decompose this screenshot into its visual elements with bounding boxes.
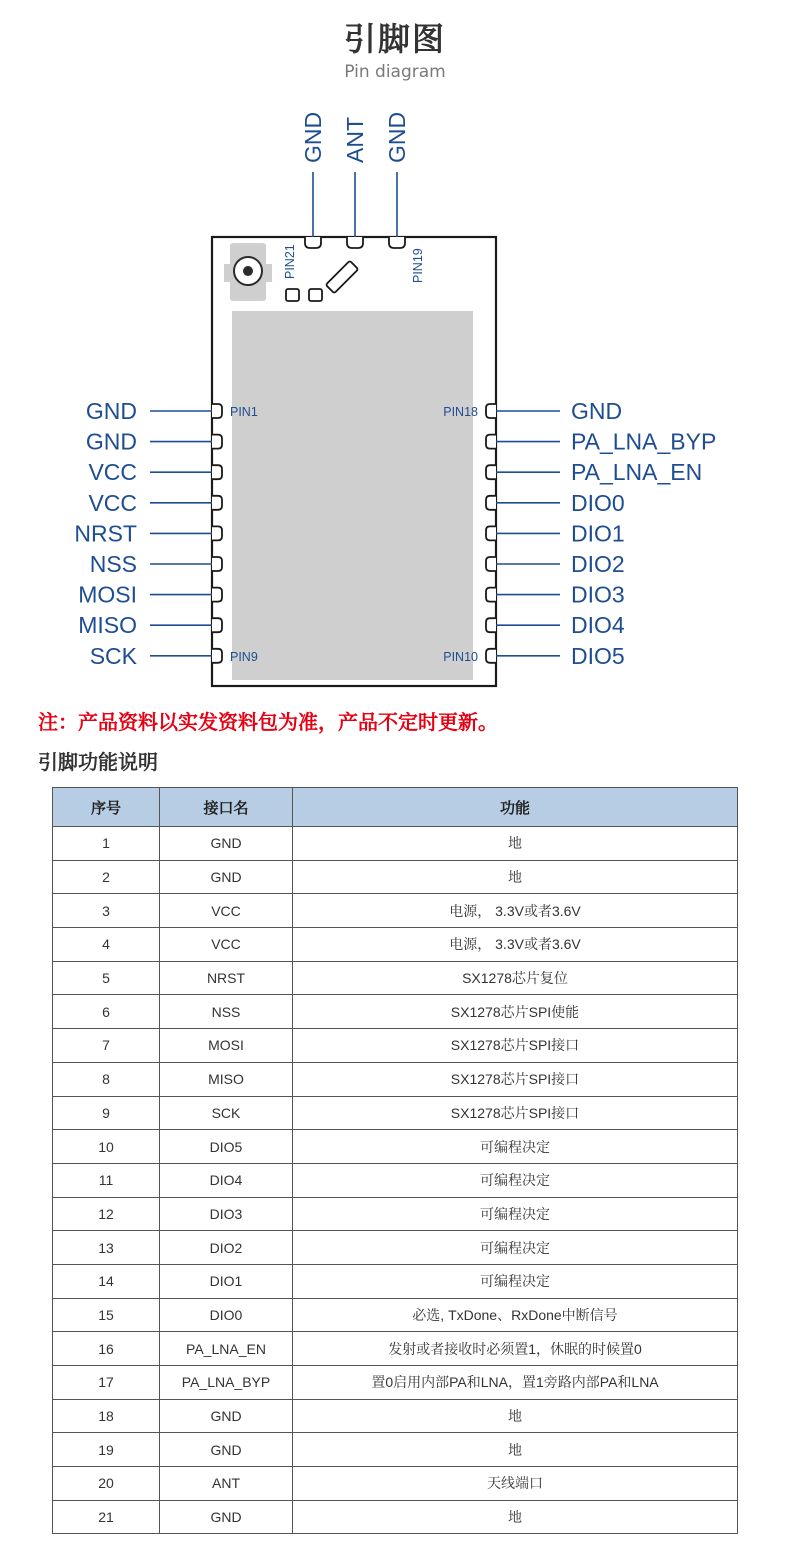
table-row — [53, 1433, 738, 1467]
right-pin — [486, 612, 625, 638]
cell-interface: VCC — [160, 894, 293, 928]
pin-pad — [212, 496, 222, 510]
cell-function: 可编程决定 — [293, 1130, 738, 1164]
left-pin — [90, 551, 222, 577]
header-interface: 接口名 — [160, 788, 293, 827]
cell-index: 11 — [53, 1163, 160, 1197]
right-pin-label: DIO5 — [571, 642, 625, 669]
left-pin — [88, 459, 222, 485]
table-row — [53, 894, 738, 928]
right-pin-label: DIO0 — [571, 489, 625, 516]
cell-interface: DIO0 — [160, 1298, 293, 1332]
cell-interface: DIO3 — [160, 1197, 293, 1231]
left-pin — [90, 643, 222, 669]
pin-diagram — [0, 0, 790, 700]
right-pin-label: PA_LNA_BYP — [571, 428, 717, 455]
pin-number-18: PIN18 — [443, 405, 478, 419]
pin-number-1: PIN1 — [230, 405, 258, 419]
left-pin — [88, 490, 222, 516]
pin-pad — [486, 404, 496, 418]
table-row — [53, 1029, 738, 1063]
pin-pad — [389, 237, 405, 248]
cell-index: 17 — [53, 1366, 160, 1400]
cell-function: 可编程决定 — [293, 1231, 738, 1265]
right-pin — [486, 398, 622, 424]
cell-index: 15 — [53, 1298, 160, 1332]
cell-function: 地 — [293, 860, 738, 894]
pin-pad — [212, 588, 222, 602]
cell-index: 9 — [53, 1096, 160, 1130]
cell-index: 3 — [53, 894, 160, 928]
cell-index: 1 — [53, 827, 160, 861]
cell-index: 7 — [53, 1029, 160, 1063]
left-pin-label: NRST — [74, 520, 137, 547]
left-pin-label: SCK — [89, 642, 137, 669]
cell-function: SX1278芯片SPI接口 — [293, 1062, 738, 1096]
left-pin — [86, 429, 222, 455]
cell-interface: DIO1 — [160, 1264, 293, 1298]
right-pin-label: DIO1 — [571, 520, 625, 547]
page-subtitle: Pin diagram — [344, 62, 446, 82]
right-pin — [486, 429, 716, 455]
left-pin-label: GND — [85, 428, 137, 455]
cell-interface: SCK — [160, 1096, 293, 1130]
right-pin — [486, 520, 625, 546]
right-pin — [486, 490, 625, 516]
left-pin-label: VCC — [88, 459, 137, 486]
pin-number-9: PIN9 — [230, 650, 258, 664]
pin-pad — [486, 557, 496, 571]
cell-index: 18 — [53, 1399, 160, 1433]
table-row — [53, 1332, 738, 1366]
cell-interface: NRST — [160, 961, 293, 995]
left-pin-label: MISO — [78, 612, 137, 639]
cell-interface: MOSI — [160, 1029, 293, 1063]
left-pin-label: MOSI — [78, 581, 137, 608]
cell-function: 地 — [293, 1500, 738, 1534]
cell-function: 天线端口 — [293, 1467, 738, 1501]
cell-interface: DIO5 — [160, 1130, 293, 1164]
cell-function: SX1278芯片SPI使能 — [293, 995, 738, 1029]
cell-function: 可编程决定 — [293, 1163, 738, 1197]
cell-interface: DIO4 — [160, 1163, 293, 1197]
left-pin-label: GND — [85, 398, 137, 424]
left-pin-label: NSS — [89, 551, 137, 577]
right-pin-label: DIO4 — [571, 612, 625, 639]
cell-interface: GND — [160, 860, 293, 894]
cell-interface: GND — [160, 1399, 293, 1433]
cell-interface: PA_LNA_EN — [160, 1332, 293, 1366]
table-row — [53, 1197, 738, 1231]
header-function: 功能 — [293, 788, 738, 827]
pin-pad — [212, 618, 222, 632]
table-row — [53, 1500, 738, 1534]
top-pin-number: PIN19 — [411, 248, 425, 283]
table-row — [53, 928, 738, 962]
cell-index: 13 — [53, 1231, 160, 1265]
header-index: 序号 — [53, 788, 160, 827]
cell-function: SX1278芯片SPI接口 — [293, 1096, 738, 1130]
cell-index: 8 — [53, 1062, 160, 1096]
cell-index: 14 — [53, 1264, 160, 1298]
cell-function: 必选, TxDone、RxDone中断信号 — [293, 1298, 738, 1332]
cell-index: 12 — [53, 1197, 160, 1231]
pin-pad — [486, 588, 496, 602]
cell-index: 4 — [53, 928, 160, 962]
table-row — [53, 961, 738, 995]
cell-function: 发射或者接收时必须置1，休眠的时候置0 — [293, 1332, 738, 1366]
left-pin — [74, 520, 222, 546]
pin-pad — [212, 526, 222, 540]
cell-interface: VCC — [160, 928, 293, 962]
cell-function: 电源， 3.3V或者3.6V — [293, 928, 738, 962]
pin-pad — [486, 496, 496, 510]
top-pin-label: GND — [384, 111, 410, 163]
cell-interface: NSS — [160, 995, 293, 1029]
pin-pad — [305, 237, 321, 248]
cell-interface: GND — [160, 827, 293, 861]
pin-pad — [486, 526, 496, 540]
left-pin — [78, 582, 222, 608]
left-pin — [86, 398, 222, 424]
top-pin-label: GND — [300, 111, 326, 163]
antenna-connector-icon — [224, 243, 272, 301]
table-row — [53, 1264, 738, 1298]
table-row — [53, 1366, 738, 1400]
right-pin — [486, 551, 625, 577]
table-row — [53, 827, 738, 861]
pin-pad — [486, 649, 496, 663]
cell-index: 19 — [53, 1433, 160, 1467]
cell-index: 6 — [53, 995, 160, 1029]
table-row — [53, 1096, 738, 1130]
cell-index: 5 — [53, 961, 160, 995]
pin-pad — [486, 618, 496, 632]
cell-function: 电源， 3.3V或者3.6V — [293, 894, 738, 928]
left-pin-label: VCC — [88, 489, 137, 516]
right-pins — [486, 398, 716, 669]
pin-pad — [486, 435, 496, 449]
shield-can — [232, 311, 473, 680]
cell-index: 16 — [53, 1332, 160, 1366]
table-row — [53, 1298, 738, 1332]
cell-index: 20 — [53, 1467, 160, 1501]
right-pin — [486, 643, 625, 669]
right-pin — [486, 582, 625, 608]
right-pin-label: GND — [571, 398, 623, 424]
pin-pad — [347, 237, 363, 248]
section-title: 引脚功能说明 — [38, 750, 158, 774]
table-row — [53, 1130, 738, 1164]
cell-function: SX1278芯片SPI接口 — [293, 1029, 738, 1063]
pin-pad — [212, 404, 222, 418]
left-pins — [74, 398, 222, 669]
right-pin — [486, 459, 702, 485]
cell-function: 地 — [293, 827, 738, 861]
cell-interface: GND — [160, 1433, 293, 1467]
cell-interface: DIO2 — [160, 1231, 293, 1265]
cell-index: 10 — [53, 1130, 160, 1164]
pin-pad — [486, 465, 496, 479]
table-row — [53, 1163, 738, 1197]
cell-index: 21 — [53, 1500, 160, 1534]
pin-function-table — [52, 787, 738, 1534]
cell-function: 置0启用内部PA和LNA，置1旁路内部PA和LNA — [293, 1366, 738, 1400]
top-pin-number: PIN21 — [283, 244, 297, 279]
right-pin-label: DIO2 — [571, 551, 625, 577]
table-row — [53, 1399, 738, 1433]
cell-interface: PA_LNA_BYP — [160, 1366, 293, 1400]
page-title: 引脚图 — [343, 20, 446, 58]
right-pin-label: PA_LNA_EN — [571, 459, 703, 486]
cell-function: SX1278芯片复位 — [293, 961, 738, 995]
cell-function: 地 — [293, 1399, 738, 1433]
pin-pad — [212, 435, 222, 449]
pin-pad — [212, 465, 222, 479]
table-row — [53, 995, 738, 1029]
pin-pad — [212, 557, 222, 571]
cell-index: 2 — [53, 860, 160, 894]
table-row — [53, 860, 738, 894]
cell-function: 地 — [293, 1433, 738, 1467]
notice-text: 注：产品资料以实发资料包为准，产品不定时更新。 — [38, 710, 498, 734]
table-header-row — [53, 788, 738, 827]
cell-interface: ANT — [160, 1467, 293, 1501]
left-pin — [78, 612, 222, 638]
right-pin-label: DIO3 — [571, 581, 625, 608]
pin-pad — [212, 649, 222, 663]
cell-function: 可编程决定 — [293, 1264, 738, 1298]
table-row — [53, 1467, 738, 1501]
cell-interface: MISO — [160, 1062, 293, 1096]
table-row — [53, 1231, 738, 1265]
pin-number-10: PIN10 — [443, 650, 478, 664]
top-pin-label: ANT — [342, 117, 368, 163]
cell-interface: GND — [160, 1500, 293, 1534]
cell-function: 可编程决定 — [293, 1197, 738, 1231]
table-row — [53, 1062, 738, 1096]
